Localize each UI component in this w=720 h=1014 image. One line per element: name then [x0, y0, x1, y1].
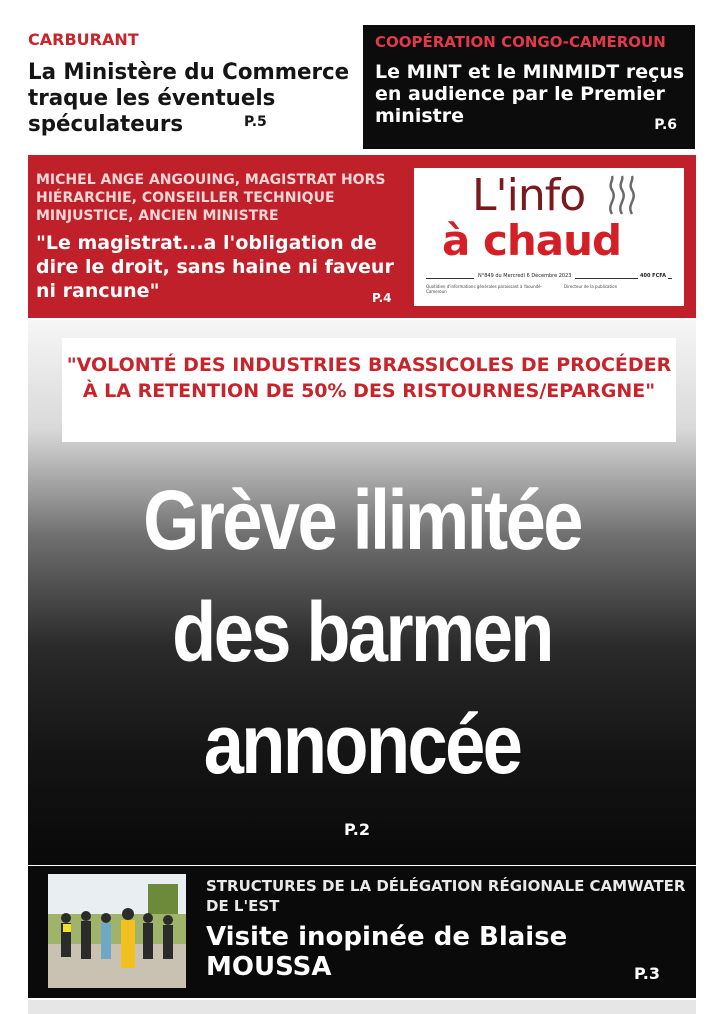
lead-headline-line-3: annoncée [203, 697, 521, 791]
angouing-kicker: MICHEL ANGE ANGOUING, MAGISTRAT HORS HIÉRARCHIE, CONSEILLER TECHNIQUE MINJUSTICE, ANCIEN MINISTRE [36, 172, 386, 224]
lead-story[interactable] [28, 320, 696, 865]
angouing-page-ref: P.4 [372, 291, 392, 305]
masthead-logo [414, 168, 684, 306]
issue-info: N°849 du Mercredi 6 Décembre 2023 [474, 273, 575, 279]
issue-price: 400 FCFA [640, 273, 666, 279]
camwater-kicker: STRUCTURES DE LA DÉLÉGATION RÉGIONALE CAMWATER DE L'EST [206, 877, 686, 915]
camwater-page-ref: P.3 [634, 964, 660, 983]
cooperation-kicker: COOPÉRATION CONGO-CAMEROUN [375, 33, 666, 51]
logo-line-2: à chaud [442, 216, 622, 265]
camwater-photo [48, 874, 186, 988]
lead-quote: "VOLONTÉ DES INDUSTRIES BRASSICOLES DE PROCÉDER À LA RETENTION DE 50% DES RISTOURNES/EPARGNE" [66, 354, 672, 402]
carburant-kicker: CARBURANT [28, 30, 139, 49]
carburant-headline[interactable]: La Ministère du Commerce traque les éventuels spéculateurs [28, 60, 350, 137]
masthead-fine-right: Directeur de la publication [564, 284, 618, 289]
lead-quote-box [62, 338, 676, 442]
steam-icon [604, 174, 640, 218]
bottom-strip [28, 1000, 696, 1014]
masthead-fine-left: Quotidien d'informations générales paraissant à Yaoundé-Cameroun [426, 284, 543, 294]
lead-headline-line-1: Grève ilimitée [143, 473, 581, 567]
camwater-story-box[interactable] [28, 866, 696, 998]
angouing-quote: "Le magistrat...a l'obligation de dire le droit, sans haine ni faveur ni rancune" [36, 232, 394, 302]
lead-headline-line-2: des barmen [172, 585, 552, 679]
people-photo-icon [48, 874, 186, 988]
cooperation-headline: Le MINT et le MINMIDT reçus en audience par le Premier ministre [375, 61, 685, 127]
carburant-page-ref: P.5 [244, 114, 267, 130]
camwater-headline: Visite inopinée de Blaise MOUSSA [206, 922, 568, 982]
cooperation-story-box[interactable] [363, 25, 695, 149]
angouing-banner[interactable] [28, 155, 696, 318]
logo-line-1: L'info [472, 170, 586, 221]
cooperation-page-ref: P.6 [654, 117, 677, 133]
lead-page-ref: P.2 [344, 820, 370, 839]
